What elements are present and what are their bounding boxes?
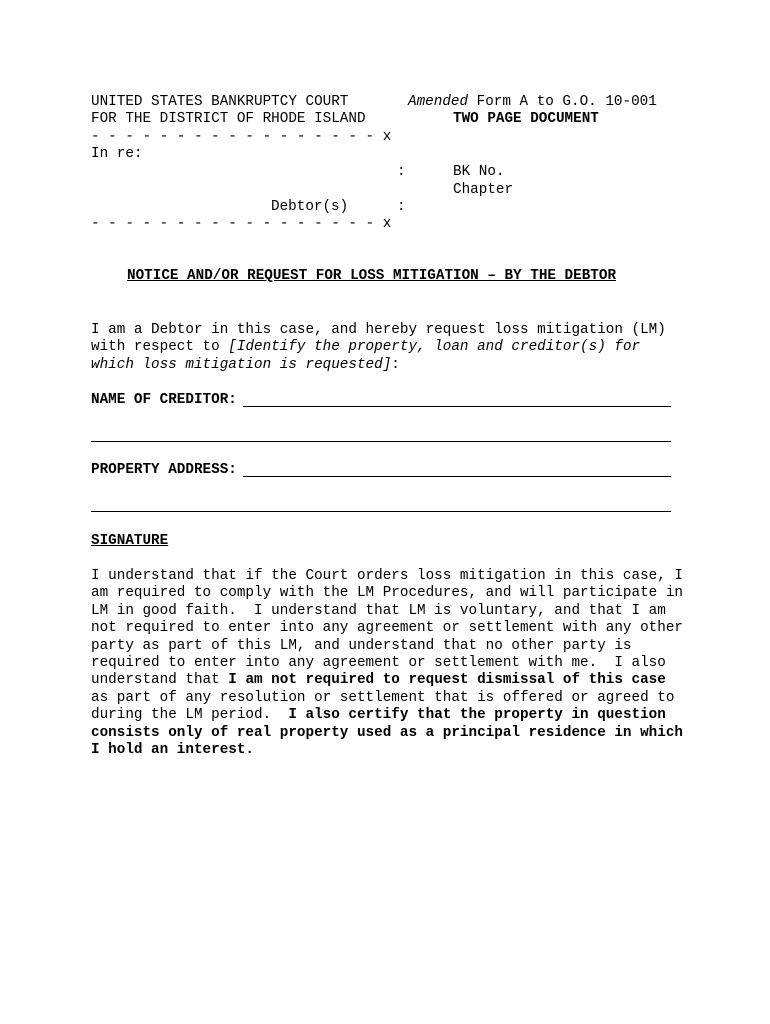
signature-heading: SIGNATURE xyxy=(91,533,169,549)
caption-dash-row-bottom: - - - - - - - - - - - - - - - - - x xyxy=(91,216,392,232)
request-text: I am a Debtor in this case, and hereby request loss mitigation (LM) with respect to xyxy=(91,322,675,356)
property-address-label: PROPERTY ADDRESS: xyxy=(91,462,237,478)
court-name-line1: UNITED STATES BANKRUPTCY COURT xyxy=(91,94,349,110)
bk-number-label: BK No. xyxy=(453,164,505,180)
court-name-line2: FOR THE DISTRICT OF RHODE ISLAND xyxy=(91,111,366,127)
signature-bold-1: I am not required to request dismissal of this case xyxy=(228,672,666,689)
request-instruction: [Identify the property, loan and creditor(s) for which loss mitigation is requested] xyxy=(91,339,649,373)
request-end: : xyxy=(391,356,400,373)
creditor-label: NAME OF CREDITOR: xyxy=(91,392,237,408)
signature-paragraph xyxy=(91,568,691,759)
creditor-blank-line[interactable] xyxy=(243,406,671,407)
caption-colon-2: : xyxy=(397,199,406,215)
creditor-blank-line-2[interactable] xyxy=(91,441,671,442)
in-re-label: In re: xyxy=(91,146,143,162)
signature-bold-2: I also certify that the property in question consists only of real property used as a principal residence in which I hold an interest. xyxy=(91,707,692,759)
signature-text-2: as part of any resolution or settlement that is offered or agreed to during the LM period. xyxy=(91,672,684,724)
form-reference xyxy=(408,94,657,111)
caption-dash-row-top: - - - - - - - - - - - - - - - - - x xyxy=(91,129,392,145)
notice-title: NOTICE AND/OR REQUEST FOR LOSS MITIGATION – BY THE DEBTOR xyxy=(127,268,617,284)
amended-label: Amended xyxy=(408,94,469,110)
form-number: Form A to G.O. 10-001 xyxy=(468,94,657,110)
property-address-blank-line[interactable] xyxy=(243,476,671,477)
chapter-label: Chapter xyxy=(453,182,514,198)
signature-text-1: I understand that if the Court orders loss mitigation in this case, I am required to comply with the LM Procedures, and will participate in LM in good faith. I understand that LM is voluntary, and that I am not required to enter into any agreement or settlement with any other party as part of this LM, and understand that no other party is required to enter into any agreement or settlement with me. I also understand that xyxy=(91,568,692,689)
caption-colon-1: : xyxy=(397,164,406,180)
debtors-label: Debtor(s) xyxy=(271,199,349,215)
property-address-blank-line-2[interactable] xyxy=(91,511,671,512)
request-paragraph xyxy=(91,322,691,374)
two-page-label: TWO PAGE DOCUMENT xyxy=(453,111,599,127)
